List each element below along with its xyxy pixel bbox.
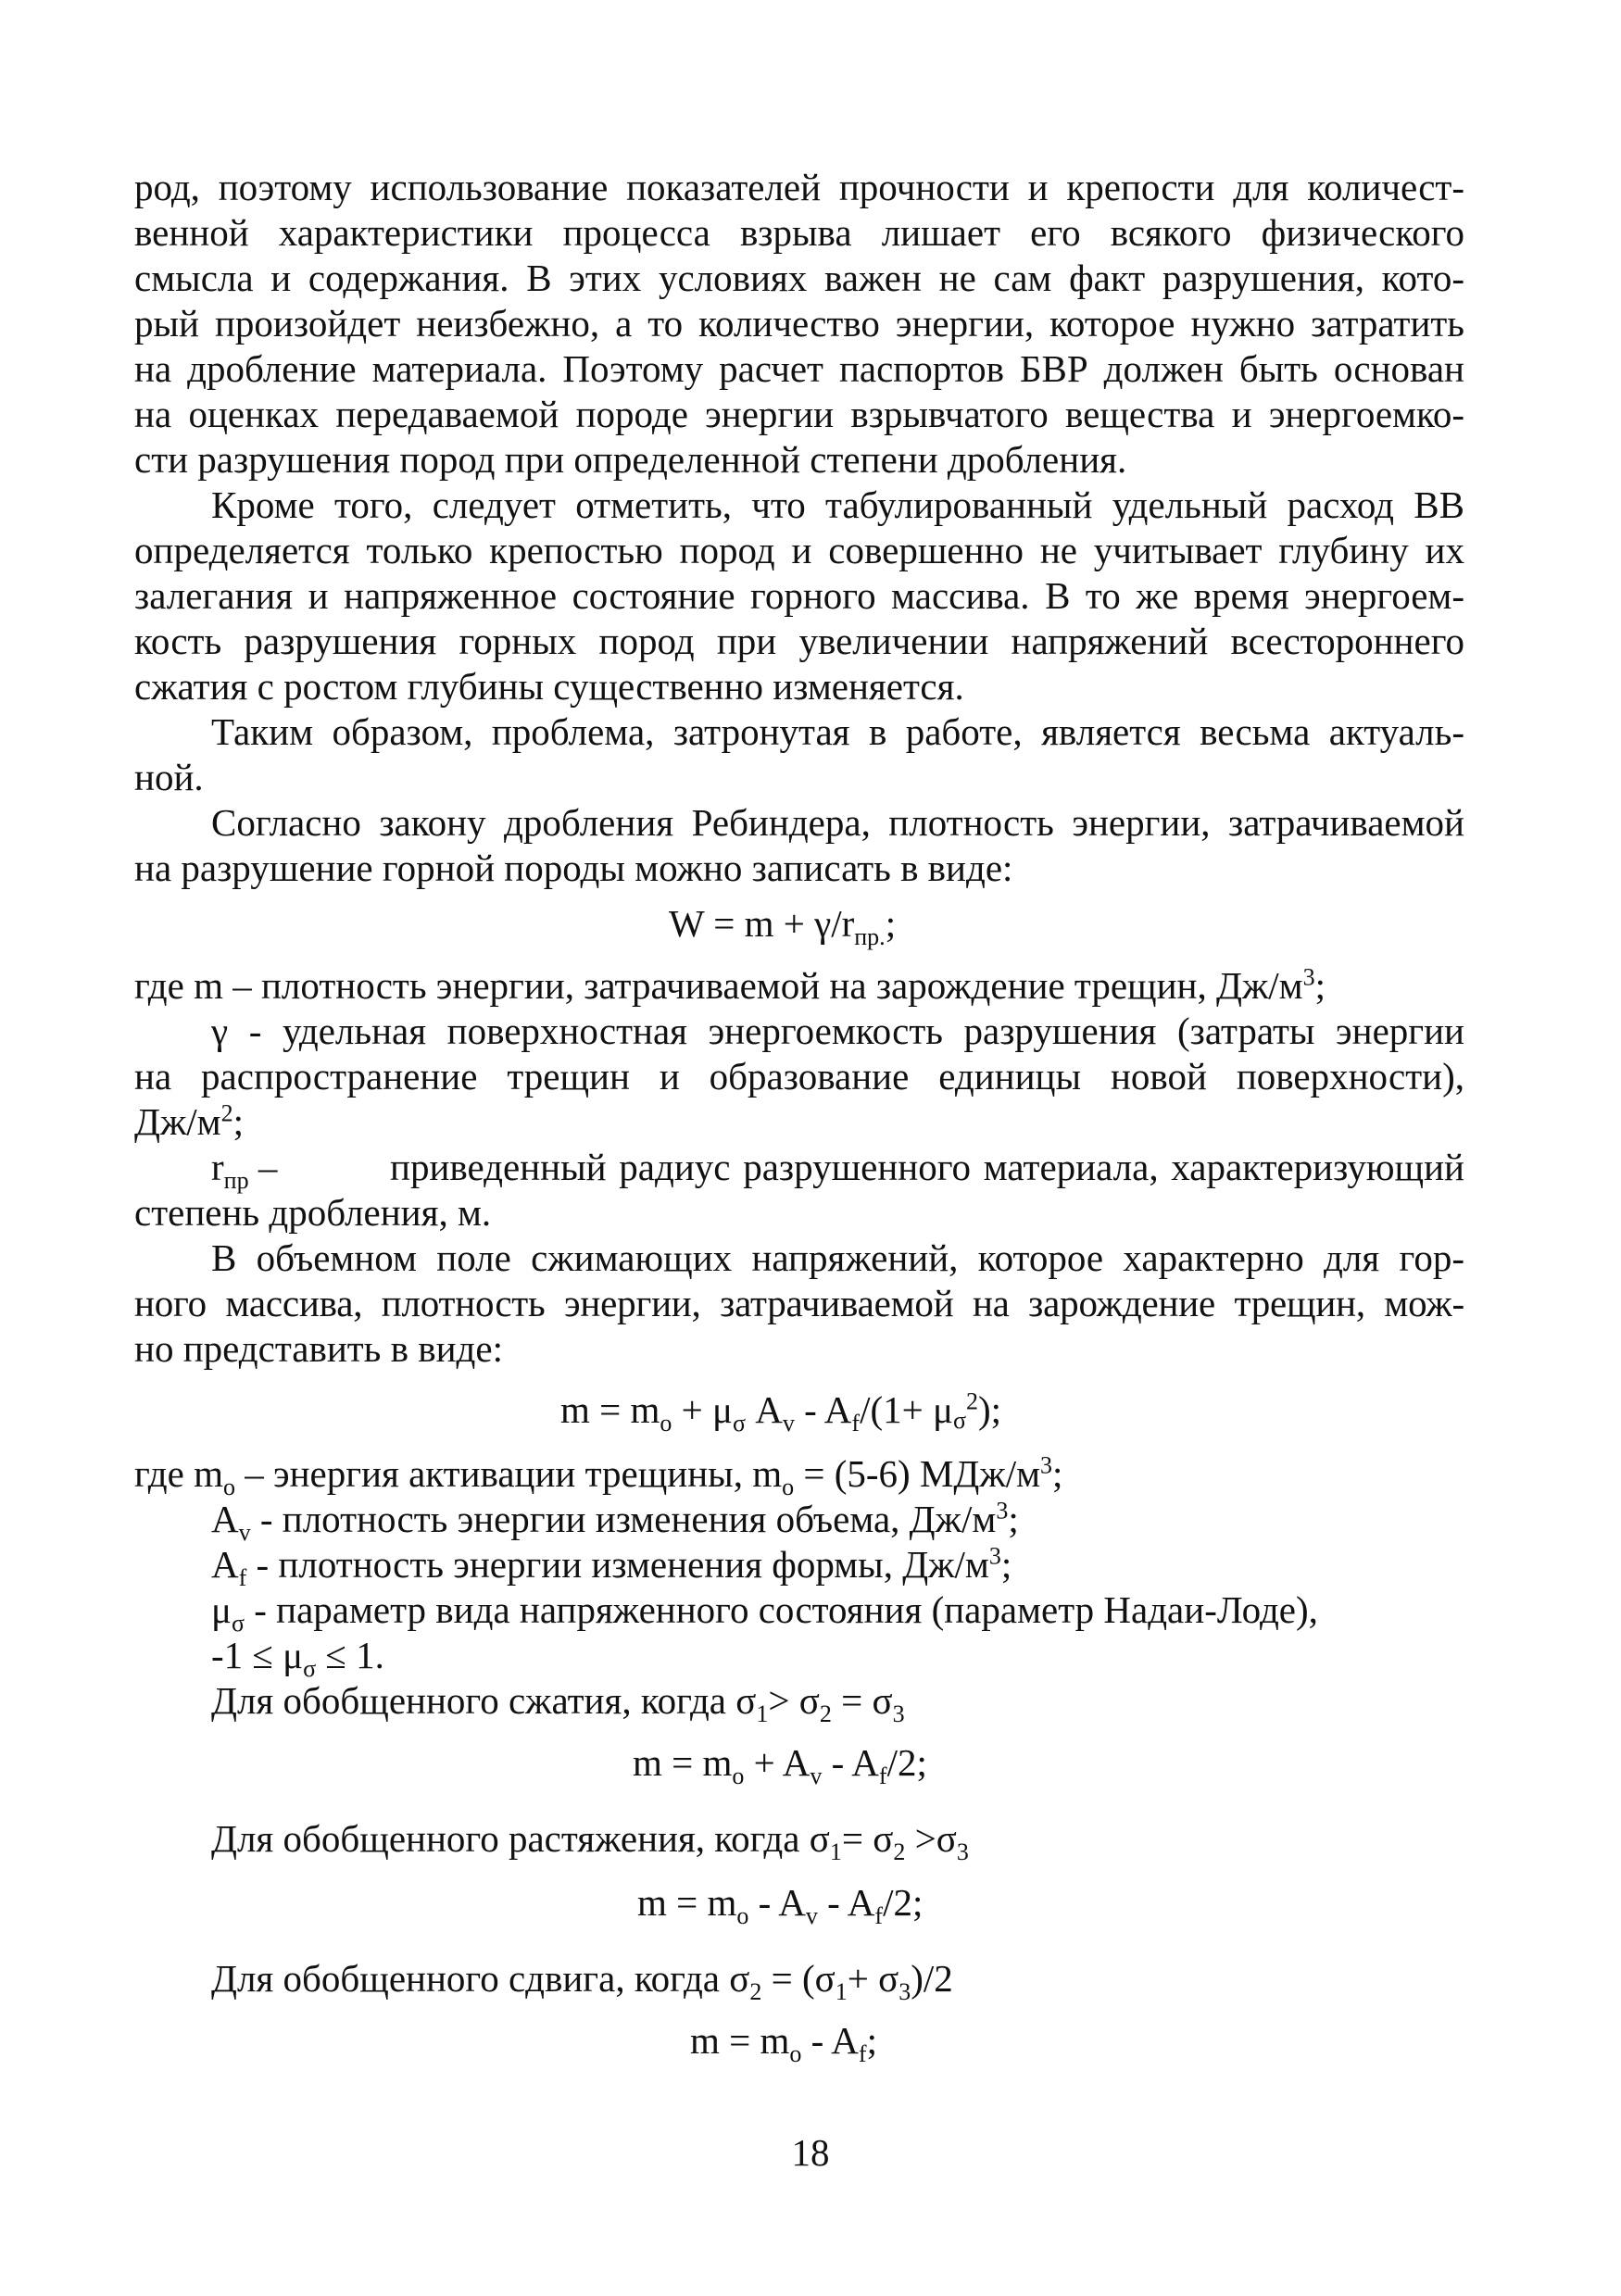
formula-m-general: $m = m_o + \mu_\sigma$ $A_v - A_f/(1+ \mu\sigma^2)$;: [560, 1387, 1002, 1437]
definition-r: $r_{пр}$ – приведенный радиус разрушенного материала, характеризующий: [211, 1146, 1464, 1195]
body-text-line: залегания и напряженное состояние горного массива. В то же время энергоем-: [134, 574, 1464, 617]
definition-mu: $\mu_\sigma$ - параметр вида напряженного состояния (параметр Надаи-Лоде),: [211, 1588, 1318, 1637]
body-text-line: род, поэтому использование показателей прочности и крепости для количест-: [134, 166, 1464, 208]
body-text-line: $Дж/м^2$;: [134, 1099, 245, 1143]
body-text-line: на разрушение горной породы можно записать в виде:: [134, 847, 1013, 889]
formula-tension: $m = m_o - A_v - A_f/2$;: [637, 1881, 924, 1930]
body-text-line: ной.: [134, 756, 204, 798]
definition-gamma: γ - удельная поверхностная энергоемкость разрушения (затраты энергии: [211, 1010, 1464, 1052]
page-number: 18: [791, 2131, 830, 2174]
body-text-line: сжатия с ростом глубины существенно изменяется.: [134, 665, 964, 708]
condition-shear: Для обобщенного сдвига, когда $\sigma_2 = (\sigma_1+ \sigma_3)/2$: [211, 1957, 953, 2006]
body-text-line: на дробление материала. Поэтому расчет паспортов БВР должен быть основан: [134, 347, 1464, 390]
body-text-line: ного массива, плотность энергии, затрачиваемой на зарождение трещин, мож-: [134, 1282, 1464, 1324]
paragraph-first-line: Таким образом, проблема, затронутая в работе, является весьма актуаль-: [211, 710, 1464, 753]
body-text-line: сти разрушения пород при определенной степени дробления.: [134, 438, 1127, 481]
formula-compression: $m = m_o + A_v - A_f/2$;: [633, 1741, 927, 1790]
paragraph-first-line: Кроме того, следует отметить, что табулированный удельный расход ВВ: [211, 483, 1464, 526]
paragraph-first-line: Согласно закону дробления Ребиндера, плотность энергии, затрачиваемой: [211, 801, 1464, 844]
body-text-line: на распространение трещин и образование единицы новой поверхности),: [134, 1055, 1464, 1098]
paragraph-first-line: В объемном поле сжимающих напряжений, которое характерно для гор-: [211, 1236, 1464, 1279]
body-text-line: степень дробления, м.: [134, 1191, 492, 1234]
condition-tension: Для обобщенного растяжения, когда $\sigma_1= \sigma_2 >\sigma_3$: [211, 1817, 969, 1866]
body-text-line: рый произойдет неизбежно, а то количество энергии, которое нужно затратить: [134, 302, 1464, 345]
body-text-line: на оценках передаваемой породе энергии взрывчатого вещества и энергоемко-: [134, 393, 1464, 435]
definition-af: $A_f$ - плотность энергии изменения формы, $Дж/м^3$;: [211, 1542, 1012, 1592]
body-text-line: смысла и содержания. В этих условиях важен не сам факт разрушения, кото-: [134, 257, 1464, 299]
definition-av: $A_v$ - плотность энергии изменения объема, $Дж/м^3$;: [211, 1497, 1019, 1547]
condition-compression: Для обобщенного сжатия, когда $\sigma_1> \sigma_2 = \sigma_3$: [211, 1679, 905, 1728]
formula-rebinder: $W = m + \gamma/r_{пр.}$;: [669, 902, 897, 951]
body-text-line: кость разрушения горных пород при увеличении напряжений всестороннего: [134, 620, 1464, 662]
mu-range: $-1 \le \mu_\sigma \le 1$.: [211, 1634, 384, 1683]
formula-shear: $m = m_o - A_f$;: [690, 2019, 877, 2068]
body-text-line: определяется только крепостью пород и совершенно не учитывает глубину их: [134, 529, 1464, 571]
body-text-line: но представить в виде:: [134, 1327, 503, 1370]
body-text-line: венной характеристики процесса взрыва лишает его всякого физического: [134, 211, 1464, 254]
definition-m: где m – плотность энергии, затрачиваемой на зарождение трещин, $Дж/м^3$;: [134, 963, 1326, 1007]
definition-m0: где $m_o$ – энергия активации трещины, $m_o = (5-6)$ МДж/$м^3$;: [134, 1451, 1063, 1501]
